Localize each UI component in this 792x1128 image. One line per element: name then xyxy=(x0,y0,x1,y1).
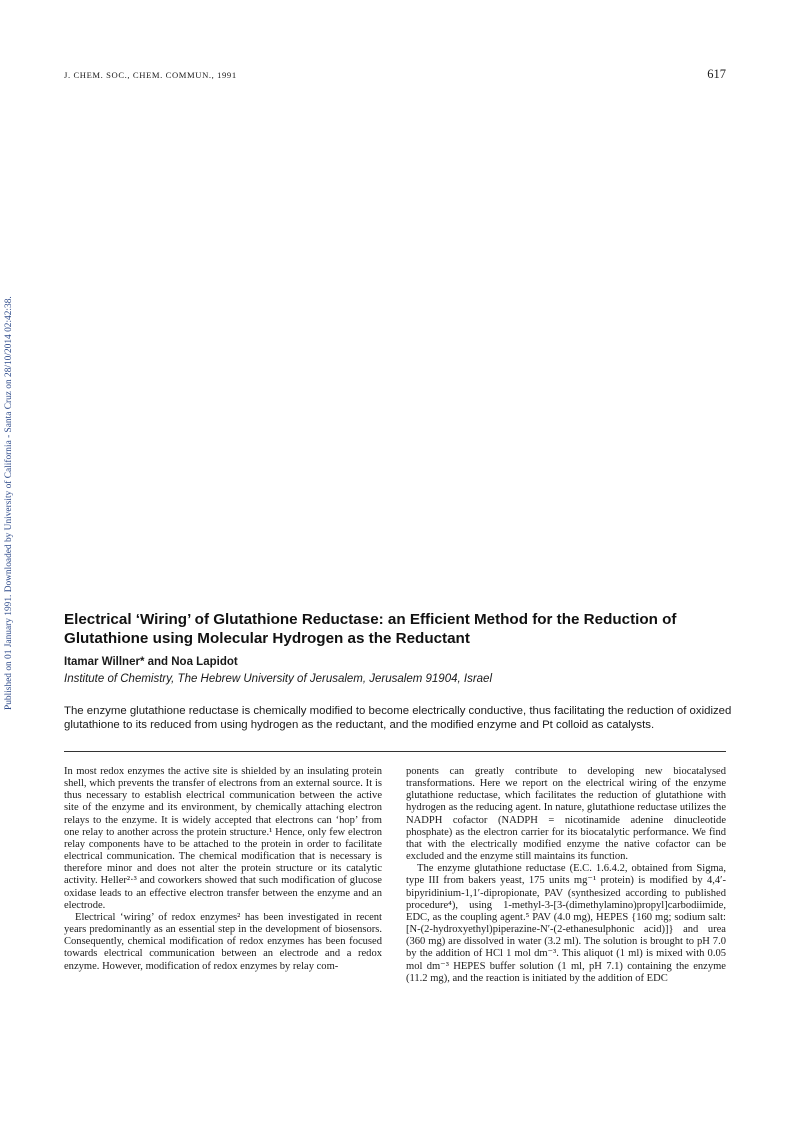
article-affiliation: Institute of Chemistry, The Hebrew University of Jerusalem, Jerusalem 91904, Israel xyxy=(64,673,493,685)
body-paragraph: ponents can greatly contribute to developing new biocatalysed transformations. Here we report on the electrical wiring of the enzyme glutathione reductase, which facilitates the reduction of glutathione with hydrogen as the reducing agent. In nature, glutathione reductase utilizes the NADPH cofactor (NADPH = nicotinamide adenine dinucleotide phosphate) as the electron carrier for its biocatalytic performance. We find that with the electrically modified enzyme the native cofactor can be excluded and the enzyme still maintains its function. xyxy=(406,766,726,863)
download-notice-text: Published on 01 January 1991. Downloaded by University of California - Santa Cruz on 28/10/2014 02:42:38. xyxy=(4,296,14,710)
article-authors: Itamar Willner* and Noa Lapidot xyxy=(64,656,238,668)
article-abstract: The enzyme glutathione reductase is chemically modified to become electrically conductive, thus facilitating the reduction of oxidized glutathione to its reduced from using hydrogen as the reductant, and the modified enzyme and Pt colloid as catalysts. xyxy=(64,705,732,732)
page-number: 617 xyxy=(707,67,726,81)
body-paragraph: In most redox enzymes the active site is shielded by an insulating protein shell, which prevents the transfer of electrons from an external source. It is thus necessary to establish electrical communication between the active site of the enzyme and its environment, by chemically attaching electron relays to the enzyme. It is widely accepted that electrons can ‘hop’ from one relay to another across the protein structure.¹ Hence, only few electron relay components have to be attached to the protein in order to facilitate electrical communication. The chemical modification that is necessary is therefore minor and does not alter the protein structure or its catalytic activity. Heller²·³ and coworkers showed that such modification of glucose oxidase leads to an effective electron transfer between the enzyme and an electrode. xyxy=(64,766,382,911)
section-divider xyxy=(64,751,726,752)
body-column-left xyxy=(64,766,382,973)
running-head: J. CHEM. SOC., CHEM. COMMUN., 1991 xyxy=(64,70,237,80)
body-paragraph: Electrical ‘wiring’ of redox enzymes² has been investigated in recent years predominantly as an essential step in the development of biosensors. Consequently, chemical modification of redox enzymes has been focused towards electrical communication between an electrode and a redox enzyme. However, modification of redox enzymes by relay com- xyxy=(64,911,382,972)
body-paragraph: The enzyme glutathione reductase (E.C. 1.6.4.2, obtained from Sigma, type III from bakers yeast, 175 units mg⁻¹ protein) is modified by 4,4′-bipyridinium-1,1′-dipropionate, PAV (synthesized according to published procedure⁴), using 1-methyl-3-[3-(dimethylamino)propyl]carbodiimide, EDC, as the coupling agent.⁵ PAV (4.0 mg), HEPES {160 mg; sodium salt: [N-(2-hydroxyethyl)piperazine-N′-(2-ethanesulphonic acid)]} and urea (360 mg) are dissolved in water (3.2 ml). The solution is brought to pH 7.0 by the addition of HCl 1 mol dm⁻³. This aliquot (1 ml) is mixed with 0.05 mol dm⁻³ HEPES buffer solution (1 ml, pH 7.1) containing the enzyme (11.2 mg), and the reaction is initiated by the addition of EDC xyxy=(406,863,726,984)
article-title: Electrical ‘Wiring’ of Glutathione Reductase: an Efficient Method for the Reduction of Glutathione using Molecular Hydrogen as the Reductant xyxy=(64,611,677,647)
body-column-right xyxy=(406,766,726,985)
download-notice xyxy=(2,210,16,710)
